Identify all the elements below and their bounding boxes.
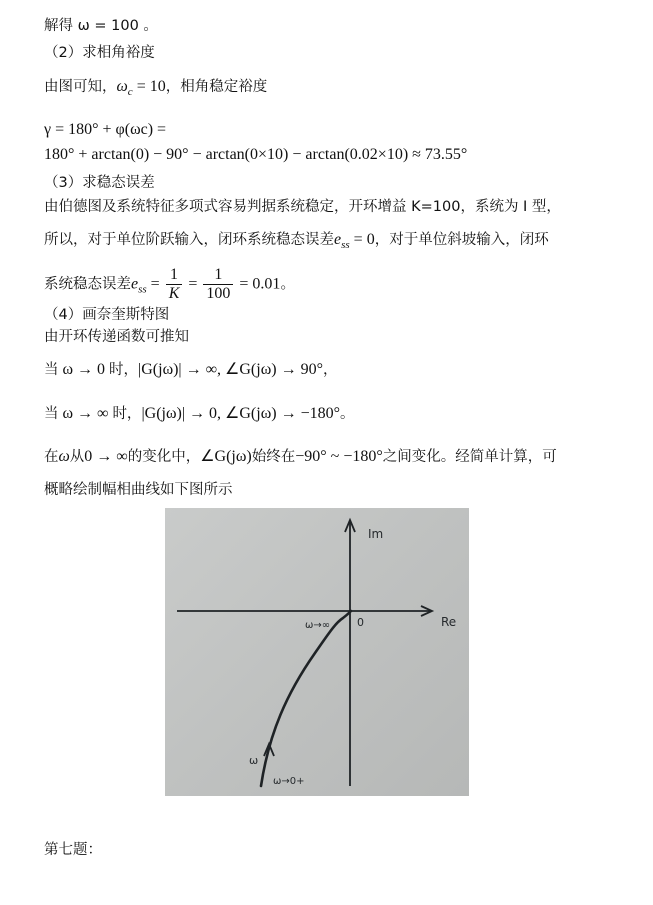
heading-phase-margin: （2）求相角裕度 [44, 45, 155, 61]
fraction-one-over-100: $\frac{1}{100}$ [203, 266, 233, 303]
line-phase-range: 在ω从0 → ∞的变化中，∠G(jω)始终在−90° ~ −180°之间变化。经简单计算，可 [44, 448, 557, 465]
fraction-one-over-k: $\frac{1}{K}$ [166, 266, 183, 303]
nyquist-sketch-photo [165, 508, 469, 796]
line-step-error: 所以，对于单位阶跃输入，闭环系统稳态误差$e_{ss} = 0$，对于单位斜坡输入，闭环 [44, 231, 549, 251]
origin-label: 0 [357, 616, 364, 629]
heading-nyquist: （4）画奈奎斯特图 [44, 307, 170, 323]
omega-up-label: ω [249, 754, 259, 767]
heading-steady-state-error: （3）求稳态误差 [44, 175, 155, 191]
heading-question-seven: 第七题： [44, 842, 102, 858]
omega-zero-label: ω→0+ [273, 776, 305, 787]
re-label: Re [441, 615, 457, 629]
line-omega-zero: 当 ω → 0 时，|G(jω)| → ∞, ∠G(jω) → 90°， [44, 361, 338, 378]
line-sketch-intro: 概略绘制幅相曲线如下图所示 [44, 482, 233, 498]
nyquist-curve [261, 611, 351, 786]
line-omega-infinity: 当 ω → ∞ 时，|G(jω)| → 0, ∠G(jω) → −180°。 [44, 405, 355, 422]
line-derive: 由开环传递函数可推知 [44, 329, 189, 345]
formula-gamma-value: 180° + arctan(0) − 90° − arctan(0×10) − arctan(0.02×10) ≈ 73.55° [44, 146, 468, 163]
nyquist-sketch [165, 508, 469, 796]
line-solution-omega: 解得 ω = 100 。 [44, 18, 158, 34]
omega-infinity-label: ω→∞ [305, 620, 331, 631]
line-crossover: 由图可知，$\omega_c = 10$，相角稳定裕度 [44, 78, 268, 98]
im-label: Im [368, 527, 384, 541]
formula-gamma: γ = 180° + φ(ωc) = [44, 121, 167, 138]
line-ramp-error: 系统稳态误差$e_{ss}$ = $\frac{1}{K}$ = $\frac{1}{100}$ = 0.01。 [44, 266, 295, 302]
line-stability: 由伯德图及系统特征多项式容易判据系统稳定，开环增益 K=100，系统为 I 型， [44, 199, 561, 215]
